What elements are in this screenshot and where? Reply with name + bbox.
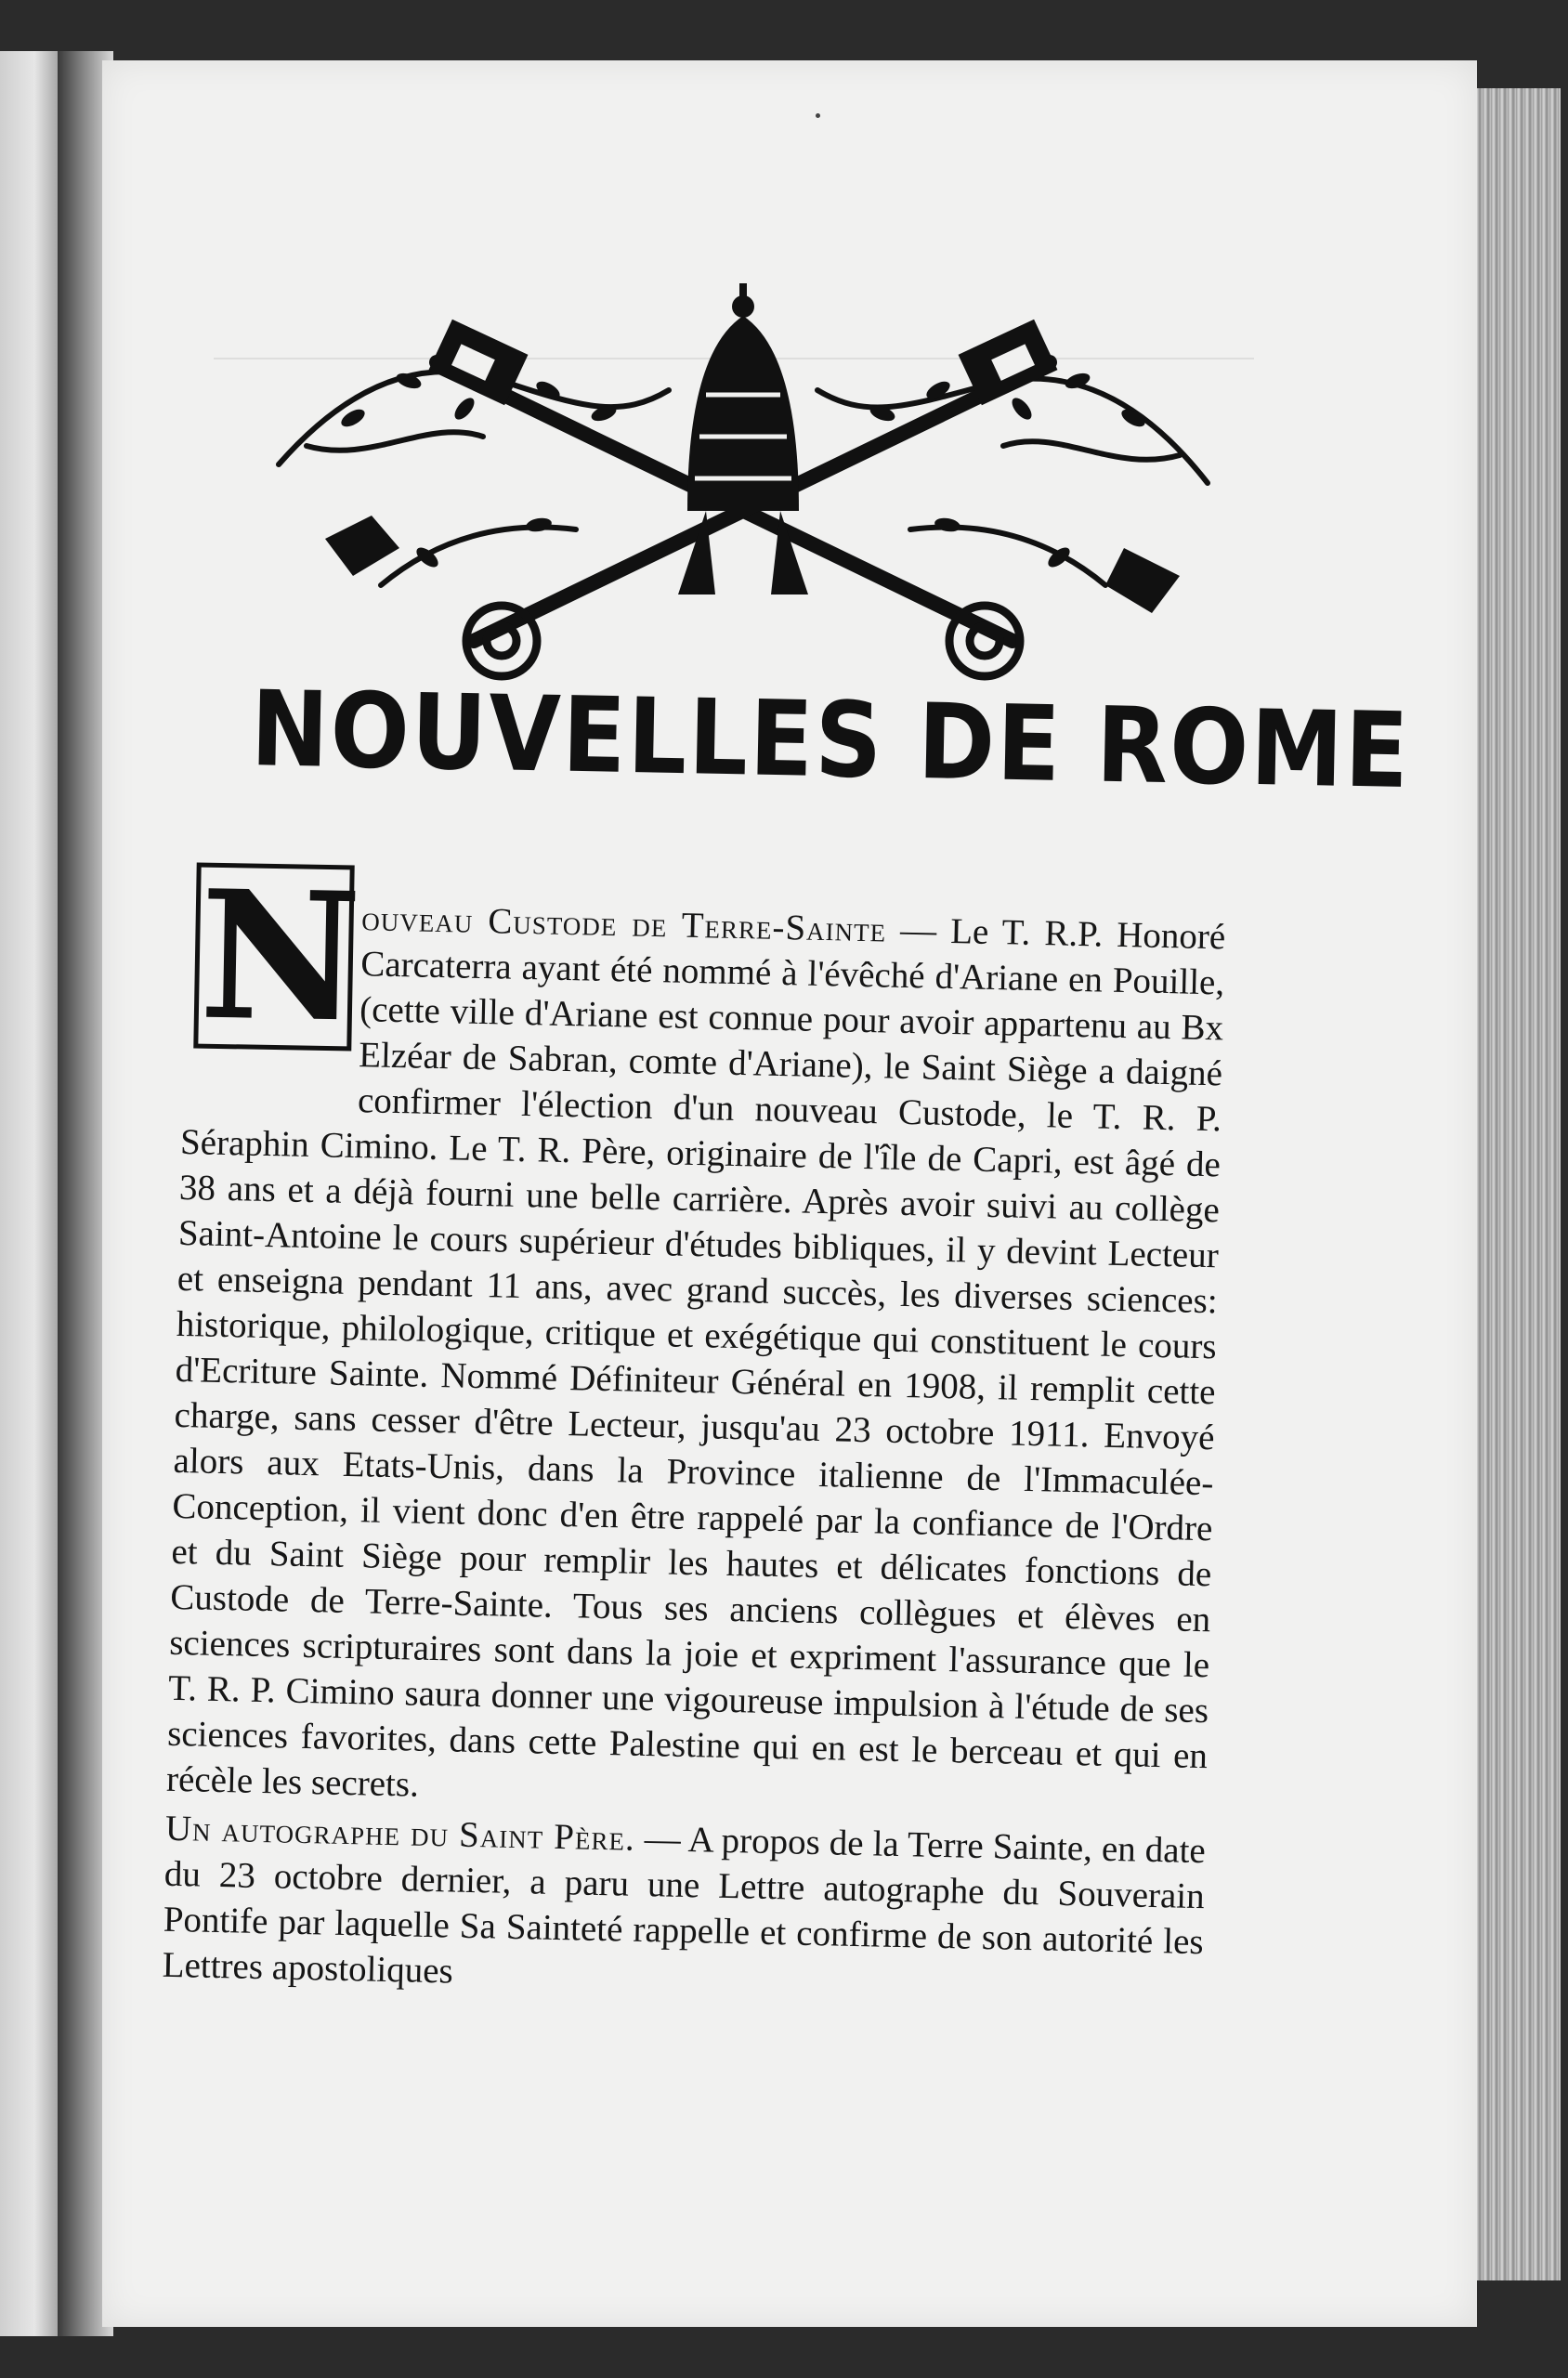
speck-mark bbox=[816, 113, 820, 118]
left-facing-page-edge bbox=[0, 51, 58, 2336]
paragraph-lead: Un autographe du Saint Père. bbox=[164, 1808, 636, 1859]
paragraph-text: — A propos de la Terre Sainte, en date du 23 octobre dernier, a paru une Lettre autographe du Souverain Pontife par laquelle Sa Sainteté rappelle et confirme de son autorité les Lettres apostoliques bbox=[162, 1818, 1207, 1992]
papal-emblem-illustration bbox=[269, 279, 1217, 687]
paragraph-autographe bbox=[162, 1806, 1206, 2010]
paragraph-text: — Le T. R.P. Honoré Carcaterra ayant été nommé à l'évêché d'Ariane en Pouille, (cette ville d'Ariane est connue pour avoir appartenu au Bx Elzéar de Sabran, comte d'Ariane), le Saint Siège a daigné confirmer l'élection d'un nouveau Custode, le T. R. P. Séraphin Cimino. Le T. R. Père, originaire de l'île de Capri, est âgé de 38 ans et a déjà fourni une belle carrière. Après avoir suivi au collège Saint-Antoine le cours supérieur d'études bibliques, il y devint Lecteur et enseigna pendant 11 ans, avec grand succès, les diverses sciences: historique, philologique, critique et exégétique qui constituent le cours d'Ecriture Sainte. Nommé Définiteur Général en 1908, il remplit cette charge, sans cesser d'être Lecteur, jusqu'au 23 octobre 1911. Envoyé alors aux Etats-Unis, dans la Province italienne de l'Immaculée-Conception, il vient donc d'en être rappelé par la confiance de l'Ordre et du Saint Siège pour remplir les hautes et délicates fonctions de Custode de Terre-Sainte. Tous ses anciens collègues et élèves en sciences scripturaires sont dans la joie et expriment l'assurance que le T. R. P. Cimino saura donner une vigoureuse impulsion à l'étude de ses sciences favorites, dans cette Palestine qui en est le berceau et qui en récèle les secrets. bbox=[165, 909, 1226, 1805]
paragraph-lead: ouveau Custode de Terre-Sainte bbox=[360, 898, 887, 950]
article-body bbox=[162, 892, 1225, 2010]
drop-cap-spacer bbox=[182, 892, 362, 1081]
paragraph-custode bbox=[166, 892, 1226, 1824]
drop-cap-letter: N bbox=[198, 851, 363, 1062]
page-title: NOUVELLES DE ROME bbox=[249, 668, 1412, 813]
